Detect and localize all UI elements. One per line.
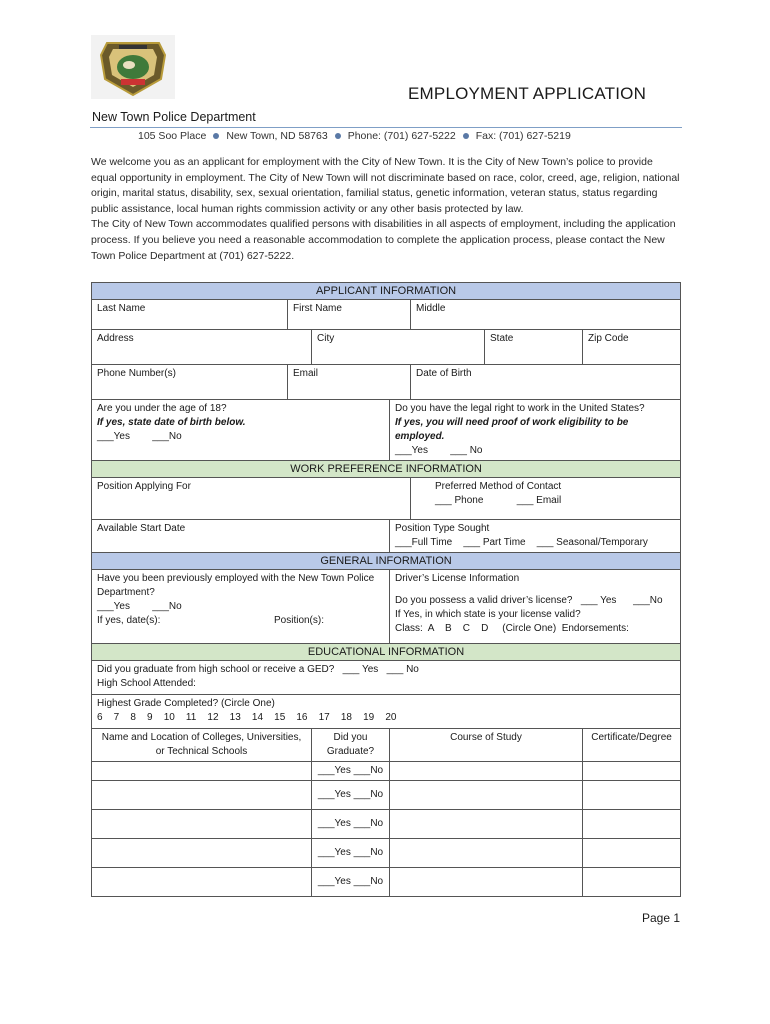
education-info-header: EDUCATIONAL INFORMATION <box>92 644 681 661</box>
under-18-cell <box>92 400 390 461</box>
course-cell[interactable] <box>390 839 583 868</box>
contact-method-options[interactable]: ___ Phone ___ Email <box>435 495 562 506</box>
middle-name-field[interactable] <box>411 300 681 330</box>
table-row <box>92 810 681 839</box>
table-row <box>92 762 681 781</box>
table-row <box>92 868 681 897</box>
ged-question[interactable]: Did you graduate from high school or receive a GED? ___ Yes ___ No <box>97 664 419 675</box>
address-field[interactable] <box>92 330 312 365</box>
prior-employment-options[interactable]: ___Yes ___No <box>97 601 182 612</box>
contact-method-label: Preferred Method of Contact <box>435 481 562 492</box>
under-18-question: Are you under the age of 18? <box>97 403 227 414</box>
start-date-field[interactable] <box>92 520 390 553</box>
state-field[interactable] <box>485 330 583 365</box>
college-name-cell[interactable] <box>92 868 312 897</box>
city-label: City <box>317 333 335 344</box>
course-of-study-header: Course of Study <box>390 729 583 762</box>
page-number: Page 1 <box>642 911 681 925</box>
graduated-cell[interactable]: ___Yes ___No <box>312 868 390 897</box>
under-18-note: If yes, state date of birth below. <box>97 417 246 428</box>
license-cell <box>390 570 681 644</box>
graduated-cell[interactable]: ___Yes ___No <box>312 762 390 781</box>
first-name-field[interactable] <box>288 300 411 330</box>
course-cell[interactable] <box>390 810 583 839</box>
start-date-label: Available Start Date <box>97 523 186 534</box>
last-name-field[interactable] <box>92 300 288 330</box>
contact-line <box>138 130 571 142</box>
legal-right-cell <box>390 400 681 461</box>
zip-field[interactable] <box>583 330 681 365</box>
intro-paragraph-1: We welcome you as an applicant for employment with the City of New Town. It is the City of New Town’s police to provide equal opportunity in employment. The City of New Town will not discriminate based on race, color, creed, age, religion, national origin, marital status, disability, sex, sexual orientation, familial status, genetic information, veteran status, status regarding public assistance, local human rights commission activity or any other basis protected by law. <box>91 156 680 215</box>
license-info-label: Driver’s License Information <box>395 573 520 584</box>
certificate-cell[interactable] <box>583 839 681 868</box>
phone-label: Phone Number(s) <box>97 368 176 379</box>
bullet-icon <box>463 133 469 139</box>
course-cell[interactable] <box>390 762 583 781</box>
intro-paragraph-2: The City of New Town accommodates qualified persons with disabilities in all aspects of employment, including the application process. If you believe you need a reasonable accommodation to complete the application process, please contact the New Town Police Department at (701) 627-5222. <box>91 218 676 262</box>
college-name-cell[interactable] <box>92 839 312 868</box>
dob-label: Date of Birth <box>416 368 472 379</box>
under-18-options[interactable]: ___Yes ___No <box>97 431 182 442</box>
license-state-label: If Yes, in which state is your license valid? <box>395 609 581 620</box>
applicant-info-header: APPLICANT INFORMATION <box>92 283 681 300</box>
ged-cell <box>92 661 681 695</box>
course-cell[interactable] <box>390 781 583 810</box>
course-cell[interactable] <box>390 868 583 897</box>
fax-text: Fax: (701) 627-5219 <box>475 130 571 142</box>
college-name-header: Name and Location of Colleges, Universities, or Technical Schools <box>92 729 312 762</box>
phone-field[interactable] <box>92 365 288 400</box>
position-type-label: Position Type Sought <box>395 523 490 534</box>
zip-label: Zip Code <box>588 333 629 344</box>
position-type-options[interactable]: ___Full Time ___ Part Time ___ Seasonal/Temporary <box>395 537 648 548</box>
document-title: EMPLOYMENT APPLICATION <box>408 84 647 103</box>
high-school-label: High School Attended: <box>97 678 196 689</box>
work-preference-header: WORK PREFERENCE INFORMATION <box>92 461 681 478</box>
graduated-cell[interactable]: ___Yes ___No <box>312 781 390 810</box>
city-text: New Town, ND 58763 <box>226 130 328 142</box>
contact-method-cell <box>411 478 681 520</box>
email-field[interactable] <box>288 365 411 400</box>
table-row <box>92 781 681 810</box>
license-question[interactable]: Do you possess a valid driver’s license? ___ Yes ___No <box>395 595 663 606</box>
position-applying-label: Position Applying For <box>97 481 191 492</box>
certificate-cell[interactable] <box>583 868 681 897</box>
graduated-header-label: Did you Graduate? <box>326 732 375 757</box>
grade-options[interactable]: 6 7 8 9 10 11 12 13 14 15 16 17 18 19 20 <box>97 712 397 723</box>
college-name-cell[interactable] <box>92 810 312 839</box>
certificate-cell[interactable] <box>583 781 681 810</box>
prior-positions-label: Position(s): <box>273 615 324 626</box>
last-name-label: Last Name <box>97 303 146 314</box>
legal-right-options[interactable]: ___Yes ___ No <box>395 445 483 456</box>
address-label: Address <box>97 333 134 344</box>
department-name: New Town Police Department <box>92 110 256 124</box>
certificate-cell[interactable] <box>583 810 681 839</box>
police-badge-icon <box>91 35 175 99</box>
address-text: 105 Soo Place <box>138 130 207 142</box>
college-name-cell[interactable] <box>92 762 312 781</box>
certificate-header: Certificate/Degree <box>583 729 681 762</box>
college-name-cell[interactable] <box>92 781 312 810</box>
prior-employment-question: Have you been previously employed with the New Town Police Department? <box>97 573 375 598</box>
license-class-label[interactable]: Class: A B C D (Circle One) Endorsements: <box>395 623 629 634</box>
position-applying-field[interactable] <box>92 478 411 520</box>
general-info-header: GENERAL INFORMATION <box>92 553 681 570</box>
intro-text <box>91 155 681 264</box>
grade-cell <box>92 695 681 729</box>
legal-right-question: Do you have the legal right to work in the United States? <box>395 403 645 414</box>
position-type-cell <box>390 520 681 553</box>
table-row <box>92 839 681 868</box>
email-label: Email <box>293 368 319 379</box>
bullet-icon <box>335 133 341 139</box>
header-divider <box>90 127 682 128</box>
graduated-cell[interactable]: ___Yes ___No <box>312 839 390 868</box>
certificate-cell[interactable] <box>583 762 681 781</box>
grade-question: Highest Grade Completed? (Circle One) <box>97 698 275 709</box>
city-field[interactable] <box>312 330 485 365</box>
dob-field[interactable] <box>411 365 681 400</box>
legal-right-note: If yes, you will need proof of work eligibility to be employed. <box>395 417 629 442</box>
graduated-header <box>312 729 390 762</box>
state-label: State <box>490 333 514 344</box>
middle-name-label: Middle <box>416 303 446 314</box>
bullet-icon <box>213 133 219 139</box>
first-name-label: First Name <box>293 303 342 314</box>
graduated-cell[interactable]: ___Yes ___No <box>312 810 390 839</box>
prior-employment-cell <box>92 570 390 644</box>
application-form <box>91 282 681 897</box>
prior-dates-label: If yes, date(s): <box>97 615 161 626</box>
phone-text: Phone: (701) 627-5222 <box>347 130 456 142</box>
